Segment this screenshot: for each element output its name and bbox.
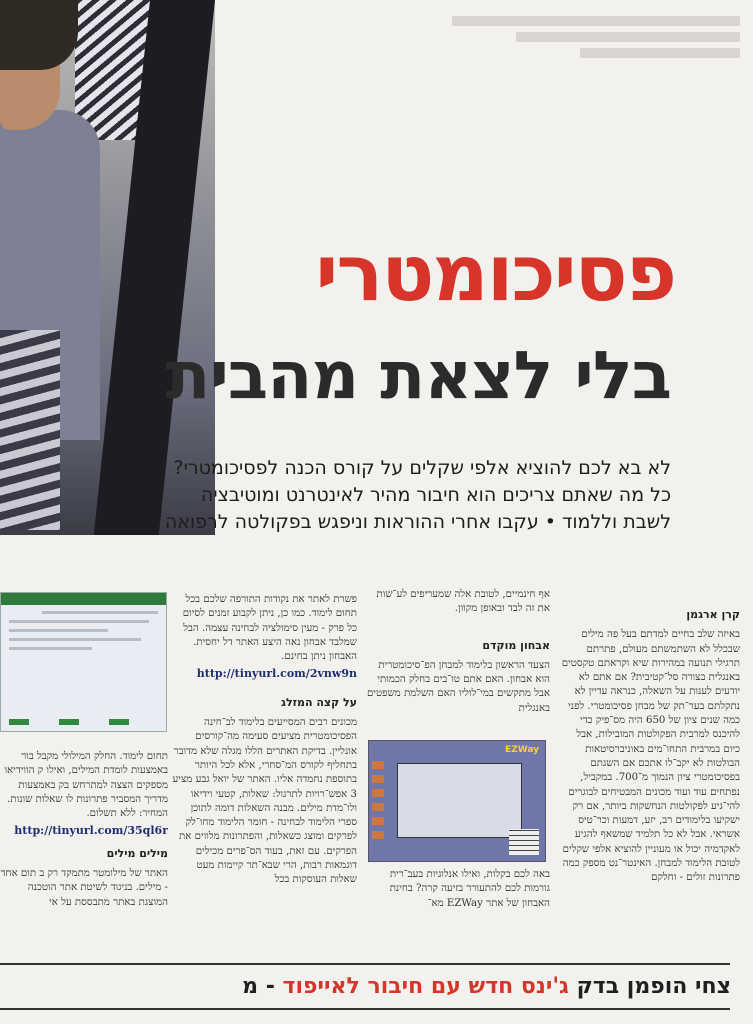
- section-heading: אבחון מוקדם: [482, 638, 550, 652]
- column-text: באה לכם בקלות, ואילו אנלוגיות בעב־רית גורמות לכם להתעורר בזיעה קרה? בחינת האבחון של אתר EZWay מא־: [389, 869, 550, 909]
- column-text: באיזה שלב בחיים למדתם בעל פה מילים שבכלל לא השתמשתם מעולם, פתרתם תרגילי תנועה במהירות שיא וקראתם טקסטים באנגלית בצורה סל־קטיבית? אם אתם לא יודעים לענות על השאלה, כנראה עדיין לא נתקלתם בער־תק של מבחן פסיכומטרי. לפני כמה שנים ציון של 650 היה מס־פיק כדי להיכנס למרבית הפקולטות המובילות, אבל כיום במרבית התחו־מים באוניברסיטאות הבולטות לא יקב־לו אתכם אם השגתם בפסיכומטרי ציון הנמוך מ־700. במקביל, נפתחים עוד ועוד מכונים המבטיחים לבוגרים להי־גיע לפקולטות הנחשקות ביותר, אם רק ישקיעו בלימודים רב, יזע, דמעות וכר־טיס אשראי. אבל לא כל תלמיד שמשאף להגיע לאקדמיה יכול או מעוניין להוציא אלפי שקלים לטובת הלימוד למבחן. האינטר־נט מספק כמה פתרונות זולים - וחלקם: [561, 629, 740, 884]
- article-column-4: [0, 750, 168, 910]
- column-text: אף חינמיים, לטובת אלה שמעריפים לע־שות את זה לבד ובאופן מקוון.: [376, 589, 550, 615]
- link-url: http://tinyurl.com/2vnw9n: [196, 667, 357, 681]
- divider-rule: [0, 963, 730, 965]
- website-screenshot: [0, 592, 167, 732]
- link-url: http://tinyurl.com/35ql6r: [14, 824, 168, 838]
- column-text: פשרת לאתר את נקודות התורפה שלכם בכל תחום לימוד. כמו כן, ניתן לקבוע זמנים לסיום כל פרק - מעין סימולציה לבחינה עצמה. הבל שמלבד אבחון נאה היצע האתר דל יחסית. האבחון ניתן בחינם.: [182, 594, 357, 663]
- lede-line: כל מה שאתם צריכים הוא חיבור מהיר לאינטרנט ומוטיבציה: [200, 484, 671, 506]
- column-text: האתר של מילומטר מתמקד רק ב תום אחד - מילים. בניגוד לשיטת אתר הוטכנה המוצגת באתר מתבססת על אי: [0, 868, 168, 908]
- promo-author: צחי הופמן בדק: [576, 974, 731, 999]
- article-column-3: [172, 593, 357, 888]
- divider-rule: [0, 1008, 730, 1010]
- lede-line: לא בא לכם להוציא אלפי שקלים על קורס הכנה לפסיכומטרי?: [173, 457, 671, 479]
- headline: פסיכומטרי: [315, 229, 675, 319]
- section-heading: על קצה המזלג: [281, 695, 357, 709]
- column-text: תחום לימוד. החלק המילולי מקבל בור באמצעות לומדת המילים, ואילו ק הווידיאו מספקים הצצה למתרחש בק באמצעות מדריך המסביר פתרונות לו שאלות שונות. המחיר: ללא תשלום.: [4, 751, 168, 820]
- article-column-2: [365, 588, 550, 716]
- section-heading: מילים מילים: [106, 846, 168, 860]
- screenshot-button: [109, 719, 129, 725]
- ezway-logo: EZWay: [505, 745, 539, 755]
- column-text: הצעד הראשון בלימוד למבחן הפ־סיכומטרית הוא אבחון. האם אתם טו־בים בחלק הכמותי אבל מתקשים במי־לוליו האם השלמת משפטים באנגלית: [366, 659, 550, 714]
- lede-line: לשבת וללמוד • עקבו אחרי ההוראות וניפגש בפקולטה לרפואה: [164, 511, 671, 533]
- subheadline: בלי לצאת מהבית: [165, 337, 671, 414]
- screenshot-button: [9, 719, 29, 725]
- screenshot-dialog: [397, 763, 522, 838]
- lede: [131, 455, 671, 536]
- promo-highlight: ג'ינס חדש עם חיבור לאייפוד: [282, 974, 569, 999]
- screenshot-header-bar: [1, 593, 166, 605]
- promo-tail: - מ: [242, 974, 275, 999]
- photo-striped-cushion: [0, 330, 60, 530]
- screenshot-calendar: [509, 829, 539, 855]
- article-column-2-bottom: [365, 868, 550, 911]
- bleed-through-text: [420, 10, 740, 140]
- ezway-screenshot: [368, 740, 546, 862]
- screenshot-sidebar: [372, 761, 384, 841]
- promo-strip: [242, 970, 731, 1004]
- screenshot-button: [59, 719, 79, 725]
- byline: קרן ארגמן: [686, 608, 740, 621]
- article-column-1: [560, 600, 740, 886]
- photo-person-hair: [0, 0, 78, 70]
- column-text: מכונים רבים המסייעים בלימוד לב־חינה הפסיכומטרית מציעים סעימה מה־קורסים אונליין. בדיקת האתרים הללו מגלה שלא מדובר בתחליף לקורס המ־סחרי, אלא לכל היותר בתוספת נחמדה אליו. האתר של יואל גבע מציע 3 אפש־רויות לתרגול: שאלות, קטעי וידיאו ולו־מדת מילים. מבנה השאלות דומה לתוכן ספרי הלימוד לבחינה - חומר הלימוד מחו־לק לפרקים ומוצג כשאלות, והפתרונות מלווים את הפרקים. עם זאת, בעוד הס־פרים מכילים דוגמאות רבות, הרי שבא־תר קיימות מעט שאלות העוסקות בכל: [172, 717, 357, 886]
